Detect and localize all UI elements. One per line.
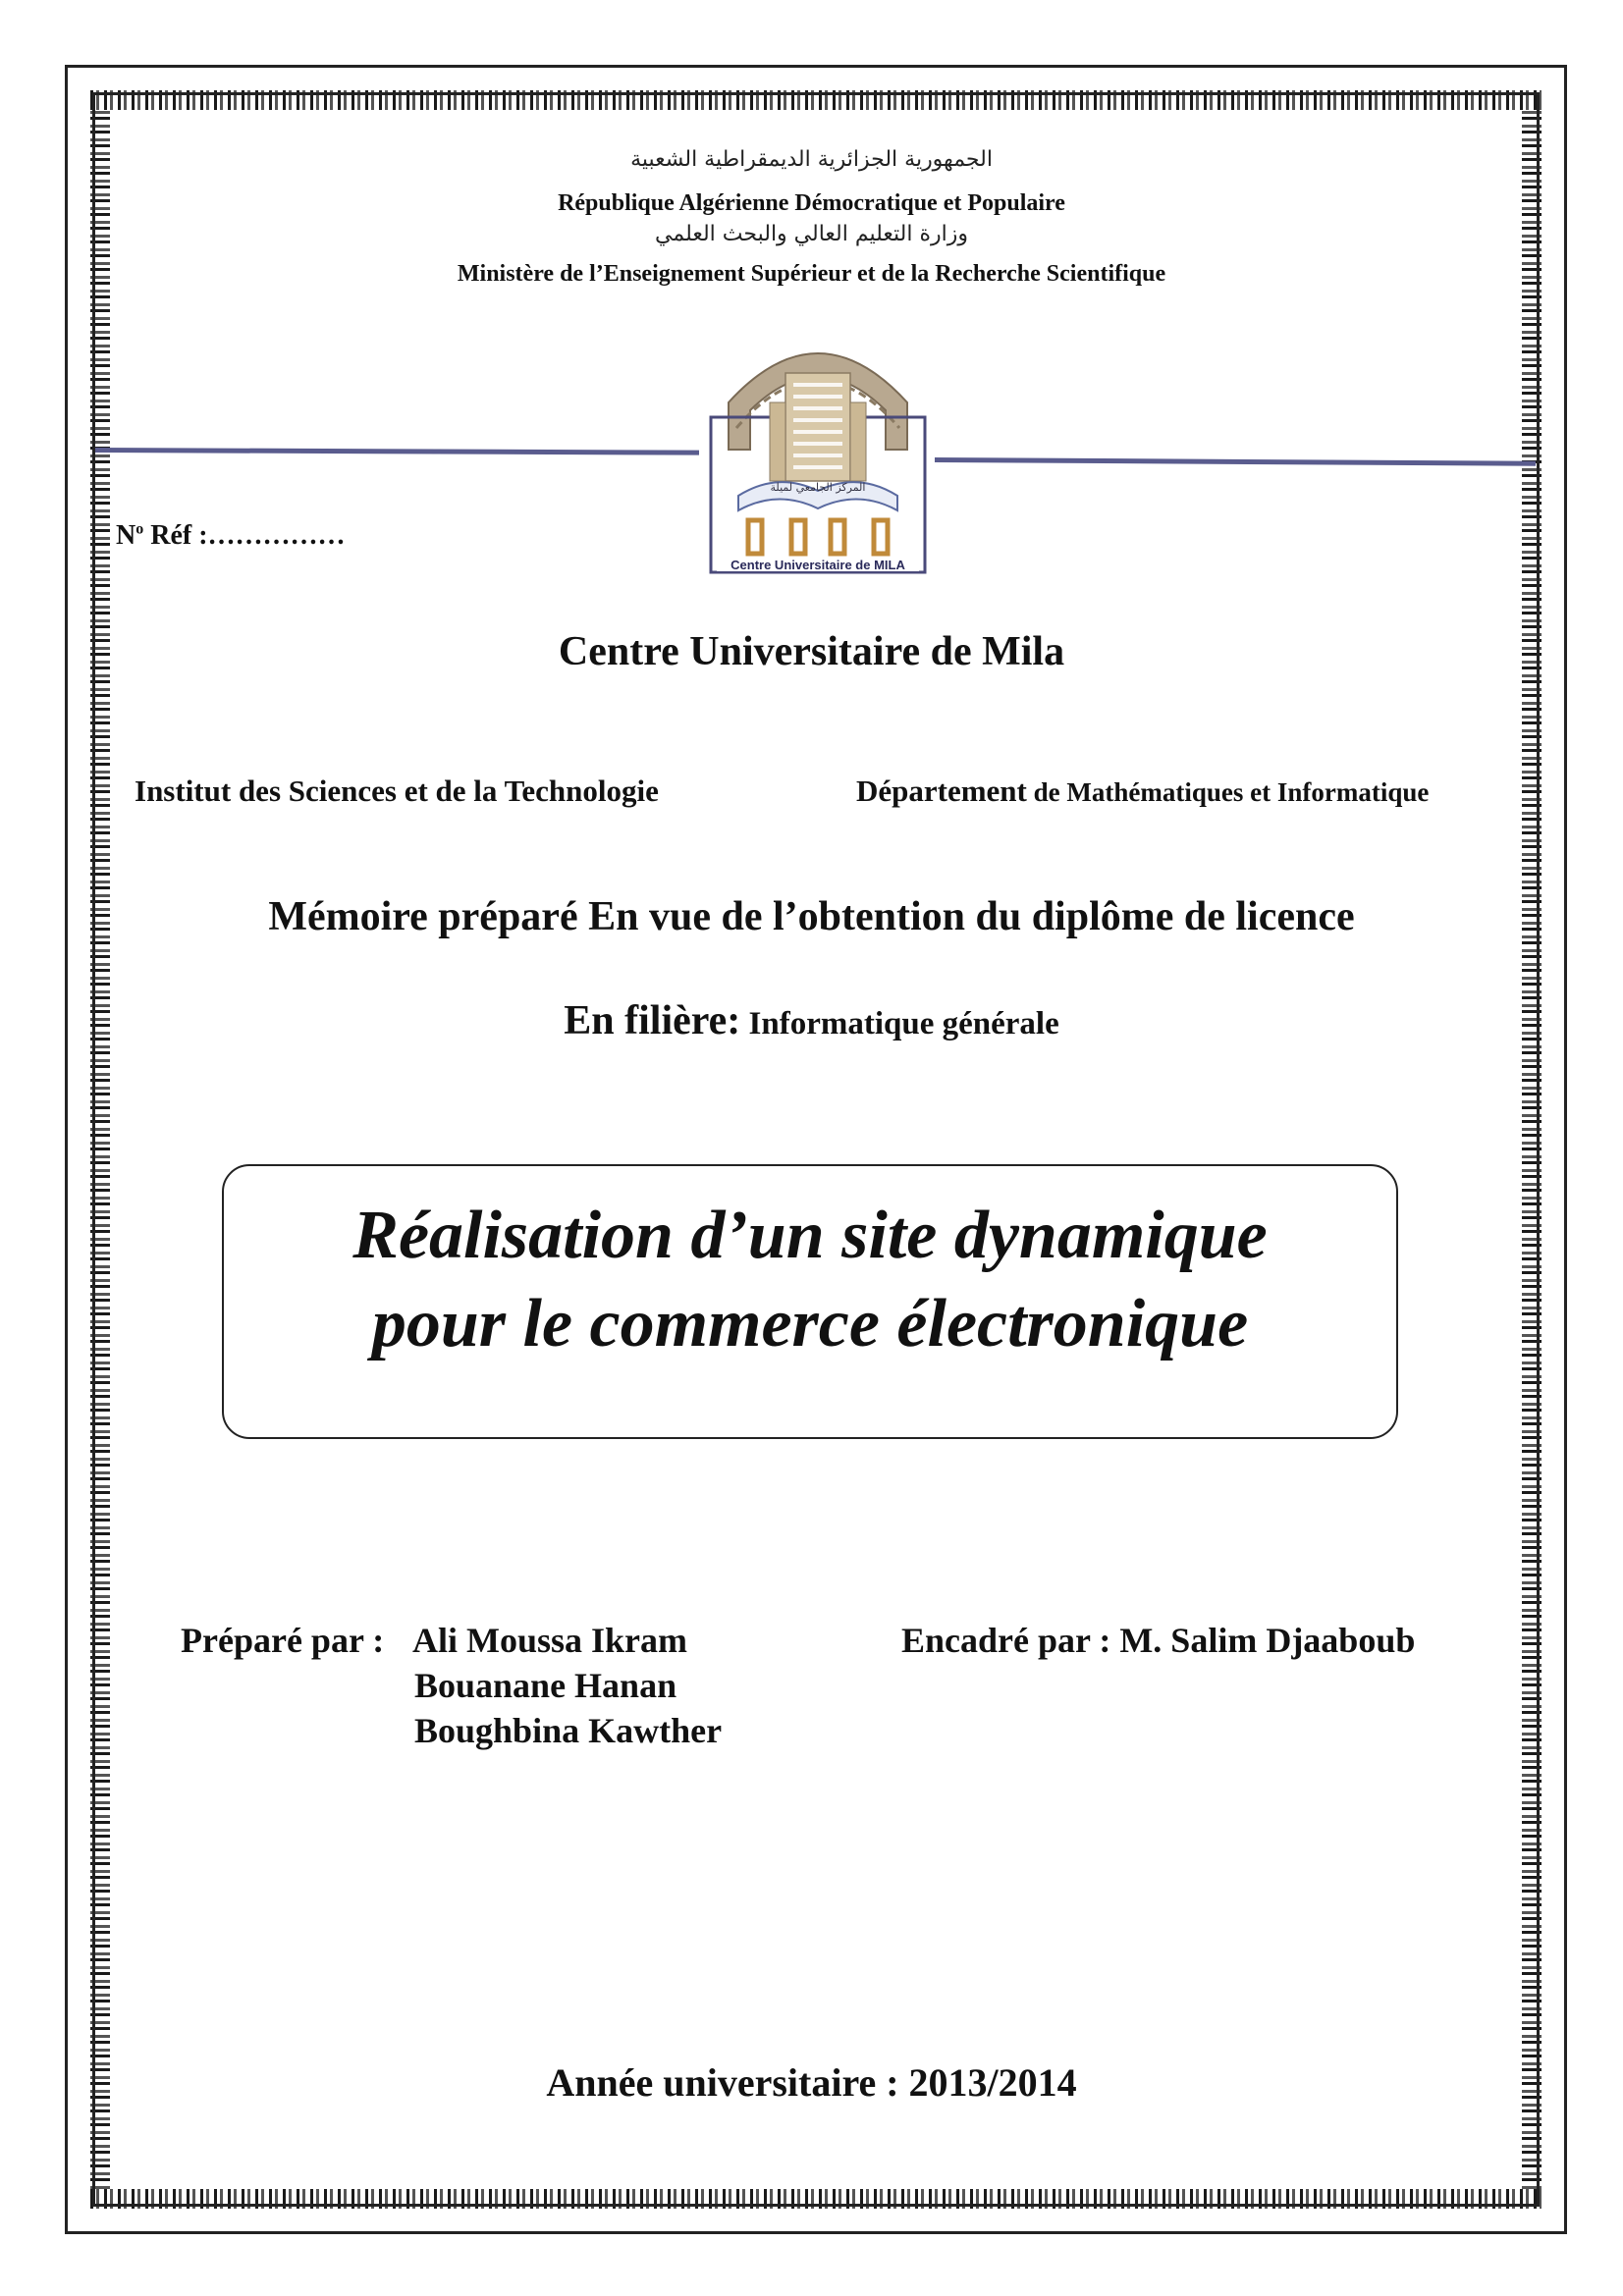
author-1: Ali Moussa Ikram xyxy=(412,1621,688,1660)
department-rest: de Mathématiques et Informatique xyxy=(1026,777,1430,807)
filiere-label: En filière: xyxy=(564,998,741,1043)
author-2: Bouanane Hanan xyxy=(414,1666,677,1705)
thesis-title-box xyxy=(222,1164,1398,1439)
republic-line: République Algérienne Démocratique et Populaire xyxy=(558,190,1065,216)
filiere-line xyxy=(0,997,1623,1044)
thesis-title-line-1: Réalisation d’un site dynamique xyxy=(352,1198,1268,1273)
department-name xyxy=(856,774,1429,809)
ref-superscript: o xyxy=(135,520,144,538)
ministry-line: Ministère de l’Enseignement Supérieur et de la Recherche Scientifique xyxy=(457,261,1166,287)
supervisor: Encadré par : M. Salim Djaaboub xyxy=(901,1621,1416,1660)
author-3: Boughbina Kawther xyxy=(414,1711,723,1750)
logo-arabic-caption: المركز الجامعي لميلة xyxy=(770,481,866,494)
memoire-line: Mémoire préparé En vue de l’obtention du diplôme de licence xyxy=(268,894,1355,939)
ref-rest: Réf :…………… xyxy=(143,520,346,551)
prepared-by-label: Préparé par : xyxy=(181,1621,385,1660)
university-name: Centre Universitaire de Mila xyxy=(558,629,1065,674)
logo-graphic xyxy=(709,334,927,577)
logo-caption: Centre Universitaire de MILA xyxy=(730,558,905,572)
institute-name: Institut des Sciences et de la Technologie xyxy=(135,774,659,808)
reference-number xyxy=(116,520,346,552)
university-logo xyxy=(709,334,927,577)
ref-n: N xyxy=(116,520,136,551)
thesis-title-line-2: pour le commerce électronique xyxy=(371,1286,1249,1362)
department-label: Département xyxy=(856,774,1027,808)
filiere-value: Informatique générale xyxy=(740,1006,1059,1041)
academic-year: Année universitaire : 2013/2014 xyxy=(546,2060,1077,2105)
arabic-ministry-line: وزارة التعليم العالي والبحث العلمي xyxy=(655,222,968,246)
arabic-republic-line: الجمهورية الجزائرية الديمقراطية الشعبية xyxy=(630,147,993,172)
